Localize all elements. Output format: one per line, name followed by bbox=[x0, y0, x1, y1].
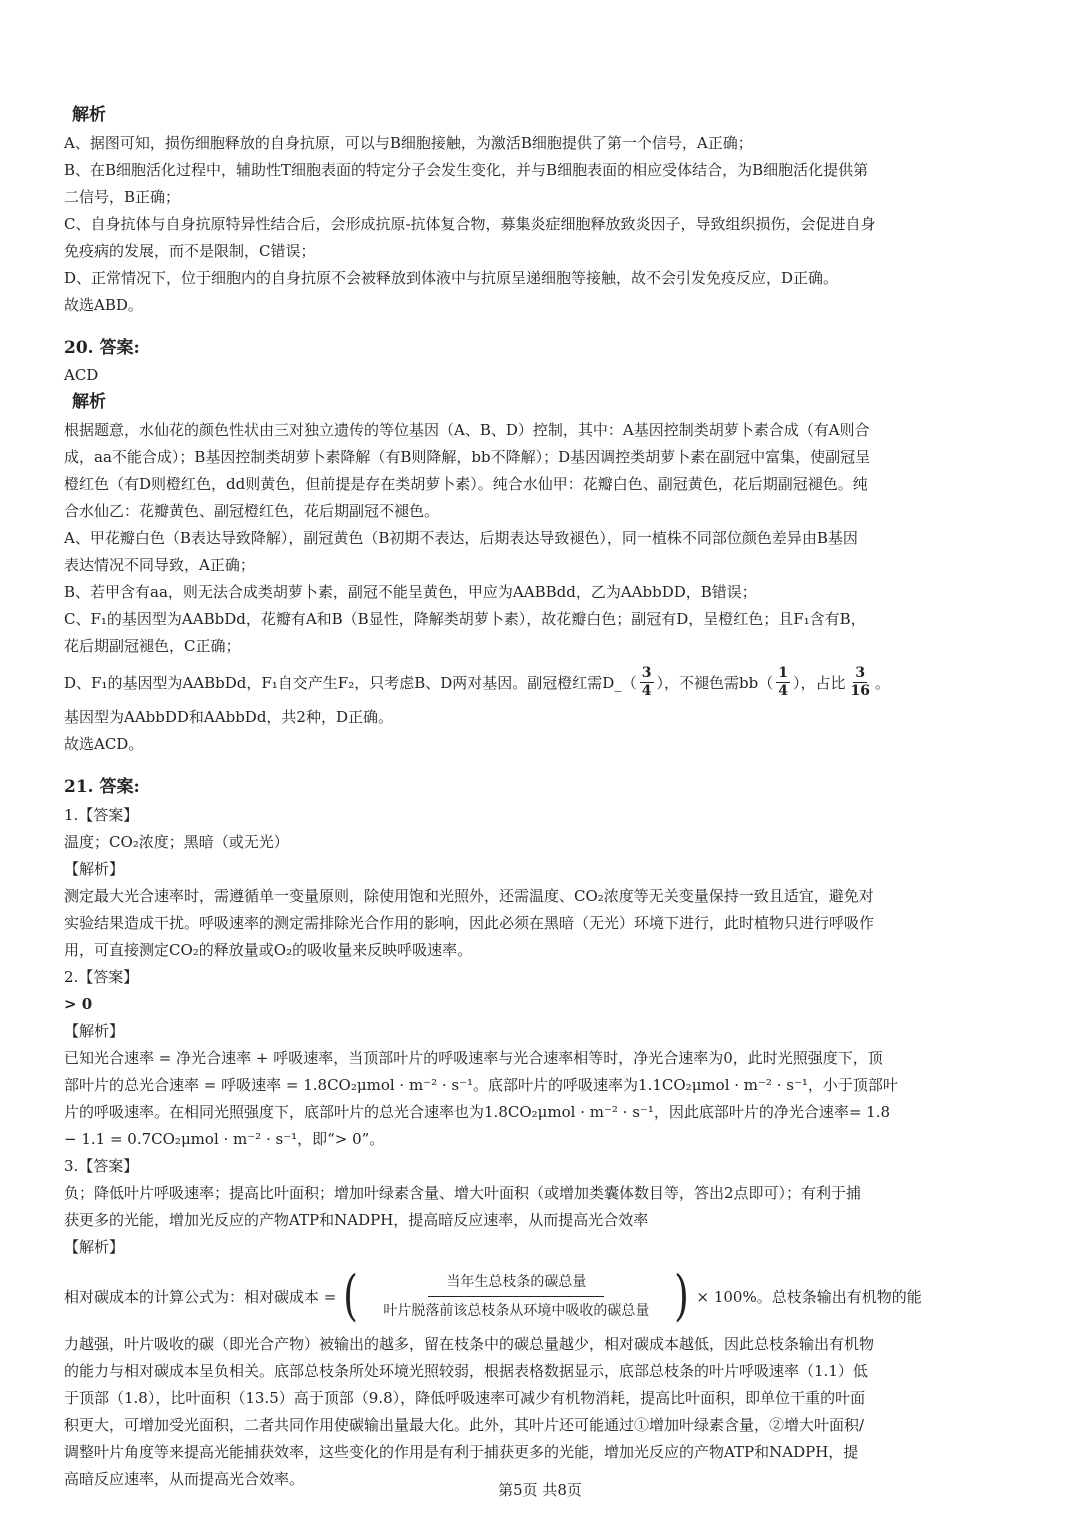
text-line: C、自身抗体与自身抗原特异性结合后，会形成抗原-抗体复合物，募集炎症细胞释放致炎因子，导致组织损伤，会促进自身 bbox=[64, 215, 876, 233]
formula-line bbox=[64, 1261, 1020, 1331]
question-21-heading: 21. 答案: bbox=[64, 777, 140, 797]
left-paren: ( bbox=[343, 1264, 359, 1327]
fraction-denominator: 4 bbox=[778, 682, 789, 699]
text-line: 获更多的光能，增加光反应的产物ATP和NADPH，提高暗反应速率，从而提高光合效率 bbox=[64, 1211, 649, 1229]
text-line: 用，可直接测定CO₂的释放量或O₂的吸收量来反映呼吸速率。 bbox=[64, 941, 473, 959]
fraction-denominator: 16 bbox=[850, 682, 871, 699]
text-line: 2.【答案】 bbox=[64, 968, 139, 986]
formula-denominator: 叶片脱落前该总枝条从环境中吸收的碳总量 bbox=[383, 1302, 650, 1319]
text-line: 于顶部（1.8），比叶面积（13.5）高于顶部（9.8），降低呼吸速率可减少有机物消耗，提高比叶面积，即单位干重的叶面 bbox=[64, 1389, 866, 1407]
formula-prefix: 相对碳成本的计算公式为：相对碳成本 = bbox=[64, 1287, 337, 1306]
text-span: ），占比 bbox=[793, 673, 846, 692]
document-page bbox=[64, 100, 1020, 1493]
text-line: > 0 bbox=[64, 995, 93, 1013]
text-line: 负；降低叶片呼吸速率；提高比叶面积；增加叶绿素含量、增大叶面积（或增加类囊体数目等，答出2点即可）；有利于捕 bbox=[64, 1184, 862, 1202]
fraction-numerator: 3 bbox=[641, 664, 652, 681]
text-span: ），不褪色需bb（ bbox=[656, 673, 774, 692]
text-line: 橙红色（有D则橙红色，dd则黄色，但前提是存在类胡萝卜素）。纯合水仙甲：花瓣白色、副冠黄色，花后期副冠褪色。纯 bbox=[64, 475, 868, 493]
text-line: 二信号，B正确； bbox=[64, 188, 181, 206]
fraction-denominator: 4 bbox=[641, 682, 652, 699]
text-line: 1.【答案】 bbox=[64, 806, 139, 824]
formula-fraction bbox=[365, 1270, 667, 1323]
text-line: 【解析】 bbox=[64, 1022, 125, 1040]
text-line: 故选ABD。 bbox=[64, 296, 143, 314]
text-line: 根据题意，水仙花的颜色性状由三对独立遗传的等位基因（A、B、D）控制，其中：A基因控制类胡萝卜素合成（有A则合 bbox=[64, 421, 870, 439]
text-line: 表达情况不同导致，A正确； bbox=[64, 556, 255, 574]
text-line: 测定最大光合速率时，需遵循单一变量原则，除使用饱和光照外，还需温度、CO₂浓度等无关变量保持一致且适宜，避免对 bbox=[64, 887, 874, 905]
text-line: 温度；CO₂浓度；黑暗（或无光） bbox=[64, 833, 289, 851]
text-line: 力越强，叶片吸收的碳（即光合产物）被输出的越多，留在枝条中的碳总量越少，相对碳成本越低，因此总枝条输出有机物 bbox=[64, 1335, 875, 1353]
text-line: 部叶片的总光合速率 = 呼吸速率 = 1.8CO₂μmol · m⁻² · s⁻¹。底部叶片的呼吸速率为1.1CO₂μmol · m⁻² · s⁻¹，小于顶部叶 bbox=[64, 1076, 898, 1094]
question-20-heading: 20. 答案: bbox=[64, 338, 140, 358]
text-line: 3.【答案】 bbox=[64, 1157, 139, 1175]
text-line: D、正常情况下，位于细胞内的自身抗原不会被释放到体液中与抗原呈递细胞等接触，故不会引发免疫反应，D正确。 bbox=[64, 269, 839, 287]
text-line: 的能力与相对碳成本呈负相关。底部总枝条所处环境光照较弱，根据表格数据显示，底部总枝条的叶片呼吸速率（1.1）低 bbox=[64, 1362, 868, 1380]
fraction-numerator: 3 bbox=[855, 664, 866, 681]
right-paren: ) bbox=[674, 1264, 690, 1327]
question-20-answer: ACD bbox=[64, 366, 99, 384]
text-span: 。 bbox=[875, 673, 891, 692]
text-line: 【解析】 bbox=[64, 860, 125, 878]
fraction-numerator: 1 bbox=[778, 664, 789, 681]
formula-suffix: × 100%。总枝条输出有机物的能 bbox=[696, 1287, 922, 1306]
text-line: C、F₁的基因型为AABbDd，花瓣有A和B（B显性，降解类胡萝卜素），故花瓣白色；副冠有D，呈橙红色；且F₁含有B， bbox=[64, 610, 866, 628]
text-line: 已知光合速率 = 净光合速率 + 呼吸速率，当顶部叶片的呼吸速率与光合速率相等时，净光合速率为0，此时光照强度下，顶 bbox=[64, 1049, 883, 1067]
text-line: 高暗反应速率，从而提高光合效率。 bbox=[64, 1470, 305, 1488]
text-span: D、F₁的基因型为AABbDd，F₁自交产生F₂，只考虑B、D两对基因。副冠橙红需D_（ bbox=[64, 673, 637, 692]
text-line: B、若甲含有aa，则无法合成类胡萝卜素，副冠不能呈黄色，甲应为AABBdd，乙为AAbbDD，B错误； bbox=[64, 583, 757, 601]
text-line: 合水仙乙：花瓣黄色、副冠橙红色，花后期副冠不褪色。 bbox=[64, 502, 440, 520]
text-line: 免疫病的发展，而不是限制，C错误； bbox=[64, 242, 316, 260]
text-line: 基因型为AAbbDD和AAbbDd，共2种，D正确。 bbox=[64, 708, 393, 726]
text-line: A、甲花瓣白色（B表达导致降解），副冠黄色（B初期不表达，后期表达导致褪色），同一植株不同部位颜色差异由B基因 bbox=[64, 529, 858, 547]
text-line: 【解析】 bbox=[64, 1238, 125, 1256]
text-line: 故选ACD。 bbox=[64, 735, 144, 753]
text-line: A、据图可知，损伤细胞释放的自身抗原，可以与B细胞接触，为激活B细胞提供了第一个信号，A正确； bbox=[64, 134, 753, 152]
fraction bbox=[776, 665, 790, 700]
text-line-with-fractions bbox=[64, 660, 1020, 704]
text-line: B、在B细胞活化过程中，辅助性T细胞表面的特定分子会发生变化，并与B细胞表面的相应受体结合，为B细胞活化提供第 bbox=[64, 161, 869, 179]
formula-numerator: 当年生总枝条的碳总量 bbox=[428, 1270, 604, 1297]
question-21-body bbox=[64, 802, 1020, 1493]
text-line: 积更大，可增加受光面积，二者共同作用使碳输出量最大化。此外，其叶片还可能通过①增加叶绿素含量，②增大叶面积/ bbox=[64, 1416, 865, 1434]
fraction bbox=[640, 665, 654, 700]
page-footer: 第5页 共8页 bbox=[498, 1481, 582, 1499]
text-line: 花后期副冠褪色，C正确； bbox=[64, 637, 241, 655]
text-line: 实验结果造成干扰。呼吸速率的测定需排除光合作用的影响，因此必须在黑暗（无光）环境下进行，此时植物只进行呼吸作 bbox=[64, 914, 875, 932]
text-line: 成，aa不能合成）；B基因控制类胡萝卜素降解（有B则降解，bb不降解）；D基因调控类胡萝卜素在副冠中富集，使副冠呈 bbox=[64, 448, 871, 466]
analysis-20-body bbox=[64, 417, 1020, 758]
text-line: − 1.1 = 0.7CO₂μmol · m⁻² · s⁻¹，即“> 0”。 bbox=[64, 1130, 385, 1148]
analysis-heading-20: 解析 bbox=[72, 392, 106, 412]
text-line: 调整叶片角度等来提高光能捕获效率，这些变化的作用是有利于捕获更多的光能，增加光反应的产物ATP和NADPH，提 bbox=[64, 1443, 859, 1461]
analysis-19-body bbox=[64, 130, 1020, 319]
text-line: 片的呼吸速率。在相同光照强度下，底部叶片的总光合速率也为1.8CO₂μmol · m⁻² · s⁻¹，因此底部叶片的净光合速率= 1.8 bbox=[64, 1103, 891, 1121]
fraction bbox=[849, 665, 872, 700]
analysis-heading-19: 解析 bbox=[72, 105, 106, 125]
